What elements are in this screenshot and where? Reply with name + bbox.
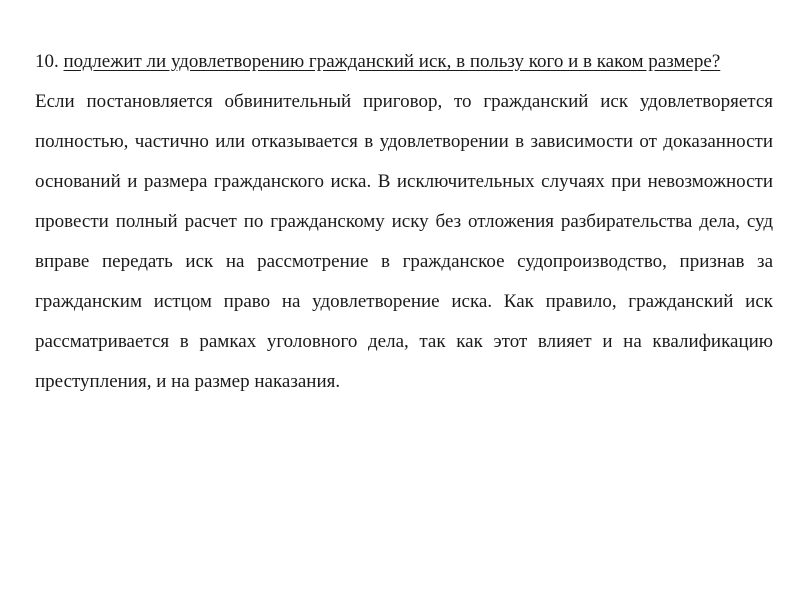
question-text: подлежит ли удовлетворению гражданский иск, в пользу кого и в каком размере? xyxy=(63,51,721,72)
answer-paragraph: Если постановляется обвинительный приговор, то гражданский иск удовлетворяется полностью, частично или отказывается в удовлетворении в зависимости от доказанности оснований и размера гражданского иска. В исключительных случаях при невозможности провести полный расчет по гражданскому иску без отложения разбирательства дела, суд вправе передать иск на рассмотрение в гражданское судопроизводство, признав за гражданским истцом право на удовлетворение иска. Как правило, гражданский иск рассматривается в рамках уголовного дела, так как этот влияет и на квалификацию преступления, и на размер наказания. xyxy=(35,91,773,392)
slide-text-block xyxy=(35,42,773,402)
question-number: 10. xyxy=(35,51,59,72)
question-paragraph xyxy=(35,42,773,82)
